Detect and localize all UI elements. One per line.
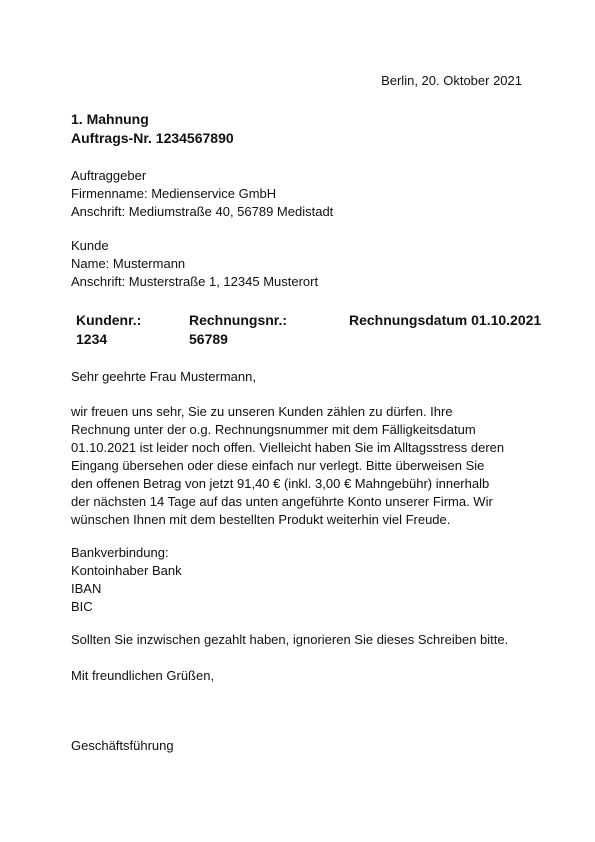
customer-number-label: Kundenr.: — [76, 312, 142, 328]
bank-label: Bankverbindung: — [71, 545, 169, 560]
invoice-number-label: Rechnungsnr.: — [189, 312, 288, 328]
body-line: Eingang übersehen oder diese einfach nur verlegt. Bitte überweisen Sie — [71, 458, 485, 473]
customer-number-col — [76, 311, 141, 349]
letter-date: Berlin, 20. Oktober 2021 — [381, 73, 522, 88]
invoice-date: Rechnungsdatum 01.10.2021 — [349, 312, 542, 328]
customer-name: Name: Mustermann — [71, 256, 186, 271]
closing: Mit freundlichen Grüßen, — [71, 668, 215, 683]
reminder-title: 1. Mahnung — [71, 111, 149, 127]
client-label: Auftraggeber — [71, 168, 147, 183]
body-line: wünschen Ihnen mit dem bestellten Produkt weiterhin viel Freude. — [71, 512, 451, 527]
client-address: Anschrift: Mediumstraße 40, 56789 Medistadt — [71, 204, 334, 219]
salutation: Sehr geehrte Frau Mustermann, — [71, 369, 256, 384]
invoice-date-col — [349, 311, 541, 330]
customer-label: Kunde — [71, 238, 109, 253]
customer-block — [71, 237, 318, 291]
body-line: 01.10.2021 ist leider noch offen. Vielleicht haben Sie im Alltagsstress deren — [71, 440, 505, 455]
invoice-number-value: 56789 — [189, 331, 228, 347]
body-line: Rechnung unter der o.g. Rechnungsnummer mit dem Fälligkeitsdatum — [71, 422, 476, 437]
signature: Geschäftsführung — [71, 738, 174, 753]
client-block — [71, 167, 333, 221]
invoice-number-col — [189, 311, 287, 349]
body-line: wir freuen uns sehr, Sie zu unseren Kunden zählen zu dürfen. Ihre — [71, 404, 453, 419]
bank-iban: IBAN — [71, 581, 102, 596]
order-number: Auftrags-Nr. 1234567890 — [71, 130, 234, 146]
body-paragraph — [71, 403, 531, 529]
body-line: den offenen Betrag von jetzt 91,40 € (inkl. 3,00 € Mahngebühr) innerhalb — [71, 476, 490, 491]
body-line: der nächsten 14 Tage auf das unten angeführte Konto unserer Firma. Wir — [71, 494, 493, 509]
bank-bic: BIC — [71, 599, 93, 614]
customer-number-value: 1234 — [76, 331, 108, 347]
payment-notice: Sollten Sie inzwischen gezahlt haben, ignorieren Sie dieses Schreiben bitte. — [71, 632, 509, 647]
client-company: Firmenname: Medienservice GmbH — [71, 186, 277, 201]
bank-details — [71, 544, 531, 616]
customer-address: Anschrift: Musterstraße 1, 12345 Musterort — [71, 274, 319, 289]
bank-holder: Kontoinhaber Bank — [71, 563, 182, 578]
letter-heading — [71, 110, 234, 148]
